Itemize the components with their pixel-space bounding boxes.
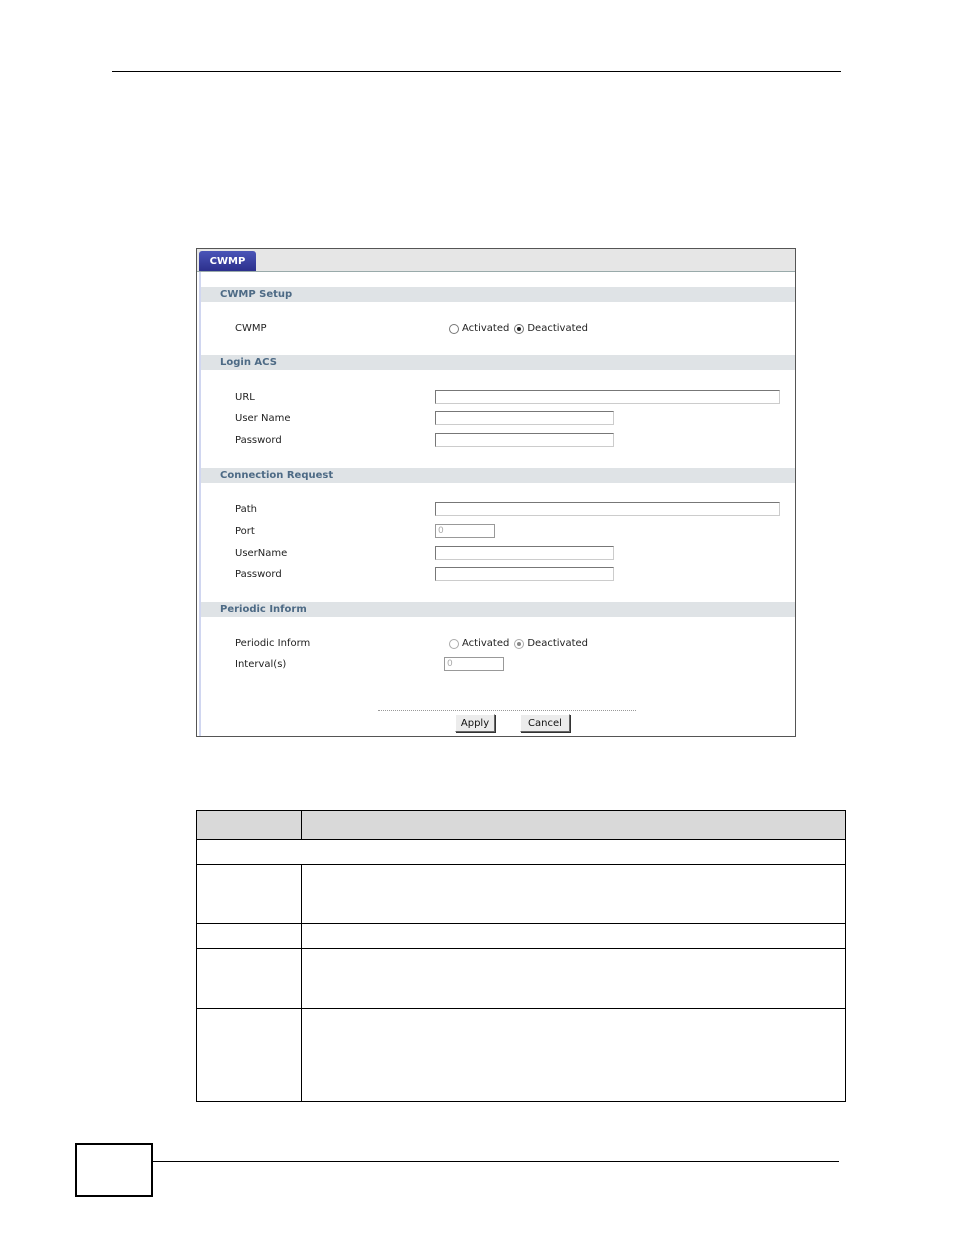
section-cwmp-setup: CWMP Setup [201,287,795,302]
page-number-box [75,1143,153,1197]
table-column-divider [301,864,302,923]
apply-button[interactable]: Apply [455,714,495,732]
connection-username-input[interactable] [435,546,614,560]
table-row-divider [197,1008,845,1009]
tab-cwmp[interactable]: CWMP [199,251,256,271]
cwmp-deactivated-radio[interactable] [514,324,524,334]
port-label: Port [235,526,255,537]
table-column-divider [301,811,302,839]
left-border [199,272,201,736]
periodic-deactivated-label: Deactivated [527,638,588,649]
acs-user-name-input[interactable] [435,411,614,425]
cwmp-activated-label: Activated [462,323,510,334]
cwmp-screen [196,248,796,737]
cwmp-activated-radio[interactable] [449,324,459,334]
path-label: Path [235,504,257,515]
table-row-divider [197,839,845,840]
field-description-table [196,810,846,1102]
tab-bar [197,249,795,272]
section-periodic-inform: Periodic Inform [201,602,795,617]
periodic-inform-radio-group [449,638,593,649]
password-label: Password [235,435,282,446]
table-column-divider [301,923,302,948]
username-label: UserName [235,548,288,559]
url-label: URL [235,392,255,403]
table-column-divider [301,1008,302,1101]
interval-input[interactable]: 0 [444,657,504,671]
footer-rule [151,1161,839,1162]
table-header-row [197,811,845,839]
acs-url-input[interactable] [435,390,780,404]
acs-password-input[interactable] [435,433,614,447]
interval-label: Interval(s) [235,659,287,670]
cwmp-deactivated-label: Deactivated [527,323,588,334]
connection-password-input[interactable] [435,567,614,581]
section-login-acs: Login ACS [201,355,795,370]
table-row-divider [197,864,845,865]
cwmp-radio-group [449,323,593,334]
user-name-label: User Name [235,413,291,424]
periodic-activated-label: Activated [462,638,510,649]
connection-password-label: Password [235,569,282,580]
table-column-divider [301,948,302,1008]
periodic-deactivated-radio[interactable] [514,639,524,649]
cancel-button[interactable]: Cancel [520,714,570,732]
table-row-divider [197,948,845,949]
cwmp-label: CWMP [235,323,267,334]
table-row-divider [197,923,845,924]
connection-path-input[interactable] [435,502,780,516]
periodic-activated-radio[interactable] [449,639,459,649]
connection-port-input[interactable]: 0 [435,524,495,538]
section-connection-request: Connection Request [201,468,795,483]
header-rule [112,71,841,72]
button-divider [378,710,636,711]
periodic-inform-label: Periodic Inform [235,638,311,649]
